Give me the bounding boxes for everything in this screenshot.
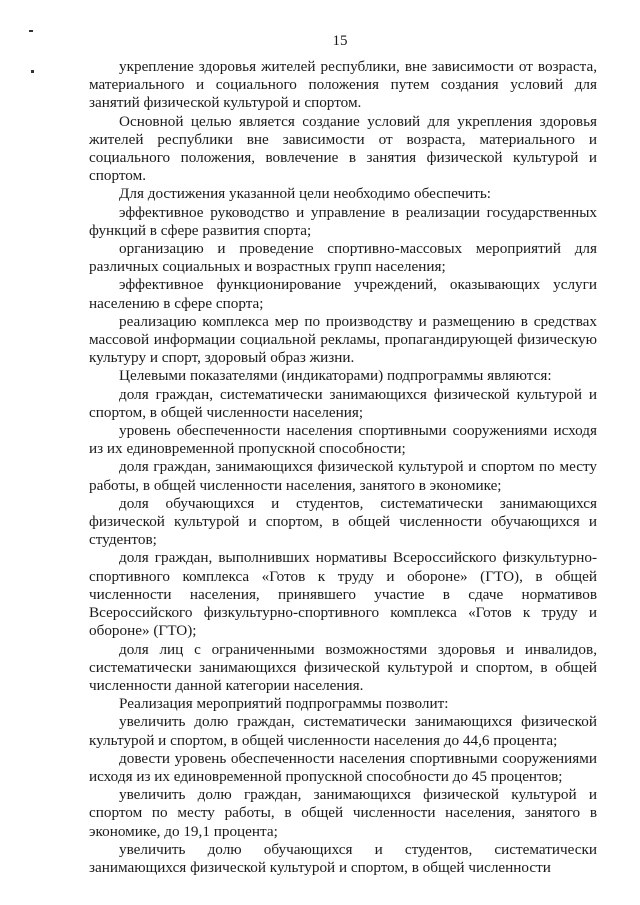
scan-mark bbox=[29, 30, 33, 32]
paragraph: увеличить долю обучающихся и студентов, систематически занимающихся физической культурой и спортом, в общей численности bbox=[89, 840, 597, 876]
paragraph: доля граждан, занимающихся физической культурой и спортом по месту работы, в общей численности населения, занятого в экономике; bbox=[89, 458, 597, 494]
paragraph: довести уровень обеспеченности населения спортивными сооружениями исходя из их единовременной пропускной способности до 45 процентов; bbox=[89, 749, 597, 785]
page-number: 15 bbox=[332, 33, 348, 49]
paragraph: эффективное руководство и управление в реализации государственных функций в сфере развития спорта; bbox=[89, 203, 597, 239]
paragraph: укрепление здоровья жителей республики, вне зависимости от возраста, материального и социального положения путем создания условий для занятий физической культурой и спортом. bbox=[89, 58, 597, 112]
paragraph: Реализация мероприятий подпрограммы позволит: bbox=[119, 695, 449, 713]
paragraph: эффективное функционирование учреждений, оказывающих услуги населению в сфере спорта; bbox=[89, 276, 597, 312]
paragraph: уровень обеспеченности населения спортивными сооружениями исходя из их единовременной пропускной способности; bbox=[89, 422, 597, 458]
paragraph: Для достижения указанной цели необходимо обеспечить: bbox=[119, 185, 492, 203]
paragraph: увеличить долю граждан, занимающихся физической культурой и спортом по месту работы, в общей численности населения, занятого в экономике, до 19,1 процента; bbox=[89, 786, 597, 840]
document-body bbox=[89, 58, 597, 877]
paragraph: доля обучающихся и студентов, систематически занимающихся физической культурой и спортом, в общей численности обучающихся и студентов; bbox=[89, 494, 597, 549]
paragraph: Основной целью является создание условий для укрепления здоровья жителей республики вне зависимости от возраста, материального и социального положения, вовлечение в занятия физической культурой и спортом. bbox=[89, 112, 597, 185]
scan-mark bbox=[31, 70, 34, 73]
paragraph: организацию и проведение спортивно-массовых мероприятий для различных социальных и возрастных групп населения; bbox=[89, 240, 597, 276]
paragraph: реализацию комплекса мер по производству и размещению в средствах массовой информации социальной рекламы, пропагандирующей физическую культуру и спорт, здоровый образ жизни. bbox=[89, 312, 597, 367]
paragraph: доля граждан, систематически занимающихся физической культурой и спортом, в общей численности населения; bbox=[89, 385, 597, 421]
paragraph: доля граждан, выполнивших нормативы Всероссийского физкультурно-спортивного комплекса «Готов к труду и обороне» (ГТО), в общей численности населения, принявшего участие в сдаче нормативов Всероссийского физкультурно-спортивного комплекса «Готов к труду и обороне» (ГТО); bbox=[89, 549, 597, 640]
paragraph: увеличить долю граждан, систематически занимающихся физической культурой и спортом, в общей численности населения до 44,6 процента; bbox=[89, 713, 597, 749]
paragraph: Целевыми показателями (индикаторами) подпрограммы являются: bbox=[119, 367, 552, 385]
paragraph: доля лиц с ограниченными возможностями здоровья и инвалидов, систематически занимающихся физической культурой и спортом, в общей численности данной категории населения. bbox=[89, 640, 597, 694]
